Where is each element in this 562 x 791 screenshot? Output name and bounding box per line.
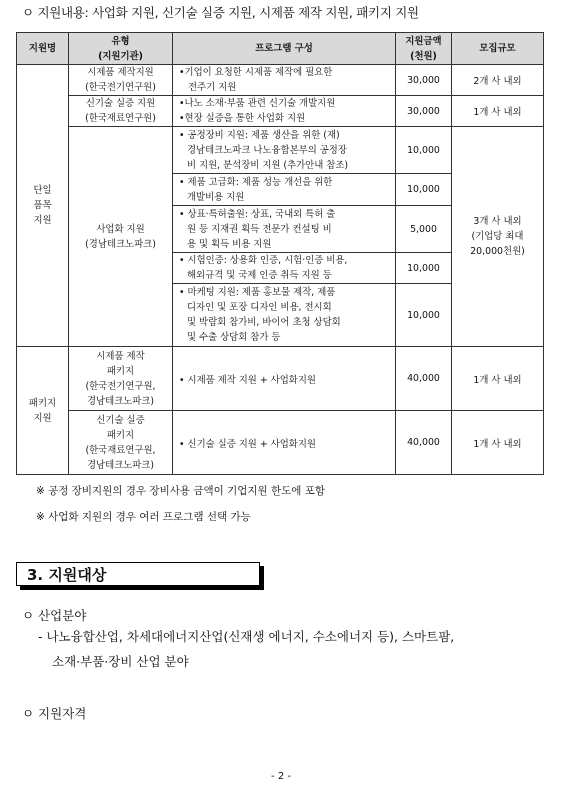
label-line: 품목: [33, 200, 52, 211]
amount-cell: 10,000: [396, 284, 452, 347]
package-label: [17, 347, 69, 475]
org-line: 패키지: [106, 365, 135, 377]
table-row: [17, 347, 544, 411]
amount-cell: 10,000: [396, 127, 452, 174]
program-line: 전주기 지원: [188, 82, 237, 93]
amount-cell: 30,000: [396, 96, 452, 127]
scale-cell: [452, 127, 544, 347]
industry-line: - 나노융합산업, 차세대에너지산업(신재생 에너지, 수소에너지 등), 스마트팜,: [38, 629, 455, 644]
org-line: (한국전기연구원): [85, 82, 156, 93]
program-line: 용 및 획득 비용 지원: [187, 238, 272, 250]
org-line: 사업화 지원: [96, 223, 145, 235]
program-line: 원 등 지재권 획득 전문가 컨설팅 비: [187, 223, 332, 235]
industry-line: 소재·부품·장비 산업 분야: [52, 654, 189, 669]
header-type-line: (지원기관): [98, 50, 143, 62]
table-row: [17, 96, 544, 127]
program-cell: [173, 65, 396, 96]
program-cell: [173, 174, 396, 206]
program-line: • 시험인증: 상용화 인증, 시험·인증 비용,: [179, 255, 348, 266]
support-program-table: [16, 32, 544, 475]
single-item-label: [17, 65, 69, 347]
program-line: 및 박람회 참가비, 바이어 초청 상담회: [187, 317, 341, 328]
org-line: 시제품 제작지원: [87, 67, 154, 78]
header-amount-line: 지원금액: [405, 35, 442, 47]
org-line: 신기술 실증 지원: [85, 98, 156, 109]
org-line: (한국재료연구원,: [85, 444, 156, 456]
industry-heading: ㅇ 산업분야: [22, 608, 87, 623]
scale-line: 3개 사 내외: [473, 216, 522, 227]
amount-cell: 40,000: [396, 347, 452, 411]
program-cell: [173, 127, 396, 174]
org-line: (한국재료연구원): [85, 113, 156, 124]
program-line: 비 지원, 분석장비 지원 (추가안내 참조): [187, 159, 349, 171]
org-cell: [69, 65, 173, 96]
org-line: (경남테크노파크): [85, 238, 156, 250]
support-content-summary: ㅇ 지원내용: 사업화 지원, 신기술 실증 지원, 시제품 제작 지원, 패키지 지원: [22, 5, 419, 20]
org-line: (한국전기연구원,: [85, 380, 156, 392]
program-line: 경남테크노파크 나노융합본부의 공정장: [187, 144, 347, 156]
header-name: 지원명: [17, 33, 69, 65]
program-line: 개발비용 지원: [187, 191, 245, 203]
program-line: • 제품 고급화: 제품 성능 개선을 위한: [179, 176, 333, 188]
program-line: 디자인 및 포장 디자인 비용, 전시회: [187, 302, 332, 313]
org-line: 신기술 실증: [96, 414, 145, 426]
section-title: 3. 지원대상: [16, 562, 260, 586]
table-header-row: [17, 33, 544, 65]
table-row: [17, 411, 544, 475]
scale-cell: 1개 사 내외: [452, 96, 544, 127]
program-cell: [173, 253, 396, 284]
program-line: • 마케팅 지원: 제품 홍보물 제작, 제품: [179, 287, 336, 298]
footnote: ※ 공정 장비지원의 경우 장비사용 금액이 기업지원 한도에 포함: [36, 485, 326, 497]
program-cell: • 신기술 실증 지원 + 사업화지원: [173, 411, 396, 475]
amount-cell: 5,000: [396, 206, 452, 253]
label-line: 패키지: [28, 397, 57, 409]
header-type: [69, 33, 173, 65]
program-line: •기업이 요청한 시제품 제작에 필요한: [179, 67, 333, 78]
org-line: 경남테크노파크): [86, 459, 155, 471]
amount-cell: 10,000: [396, 174, 452, 206]
program-line: • 상표·특허출원: 상표, 국내외 특허 출: [179, 208, 336, 220]
label-line: 단일: [33, 185, 52, 196]
header-program: 프로그램 구성: [173, 33, 396, 65]
org-line: 패키지: [106, 429, 135, 441]
scale-cell: 1개 사 내외: [452, 411, 544, 475]
footnote: ※ 사업화 지원의 경우 여러 프로그램 선택 가능: [36, 511, 251, 523]
amount-cell: 10,000: [396, 253, 452, 284]
program-line: 해외규격 및 국제 인증 취득 지원 등: [187, 270, 332, 281]
org-cell: [69, 96, 173, 127]
table-row: [17, 65, 544, 96]
amount-cell: 40,000: [396, 411, 452, 475]
program-line: •현장 실증을 통한 사업화 지원: [179, 113, 306, 124]
org-cell: [69, 347, 173, 411]
org-line: 시제품 제작: [96, 350, 145, 362]
program-cell: [173, 206, 396, 253]
page-number: - 2 -: [271, 771, 291, 782]
qualification-heading: ㅇ 지원자격: [22, 706, 87, 721]
program-cell: [173, 284, 396, 347]
amount-cell: 30,000: [396, 65, 452, 96]
scale-line: 20,000천원): [470, 246, 525, 257]
header-type-line: 유형: [111, 35, 130, 47]
program-line: •나노 소재·부품 관련 신기술 개발지원: [179, 98, 336, 109]
program-line: 및 수출 상담회 참가 등: [187, 332, 281, 343]
header-scale: 모집규모: [452, 33, 544, 65]
header-amount: [396, 33, 452, 65]
table-row: [17, 127, 544, 174]
program-line: • 공정장비 지원: 제품 생산을 위한 (재): [179, 129, 340, 141]
program-cell: • 시제품 제작 지원 + 사업화지원: [173, 347, 396, 411]
scale-cell: 2개 사 내외: [452, 65, 544, 96]
scale-line: (기업당 최대: [471, 231, 524, 242]
label-line: 지원: [33, 412, 52, 424]
org-line: 경남테크노파크): [86, 395, 155, 407]
program-cell: [173, 96, 396, 127]
org-cell: [69, 127, 173, 347]
header-amount-line: (천원): [410, 50, 437, 62]
label-line: 지원: [33, 215, 52, 226]
scale-cell: 1개 사 내외: [452, 347, 544, 411]
org-cell: [69, 411, 173, 475]
